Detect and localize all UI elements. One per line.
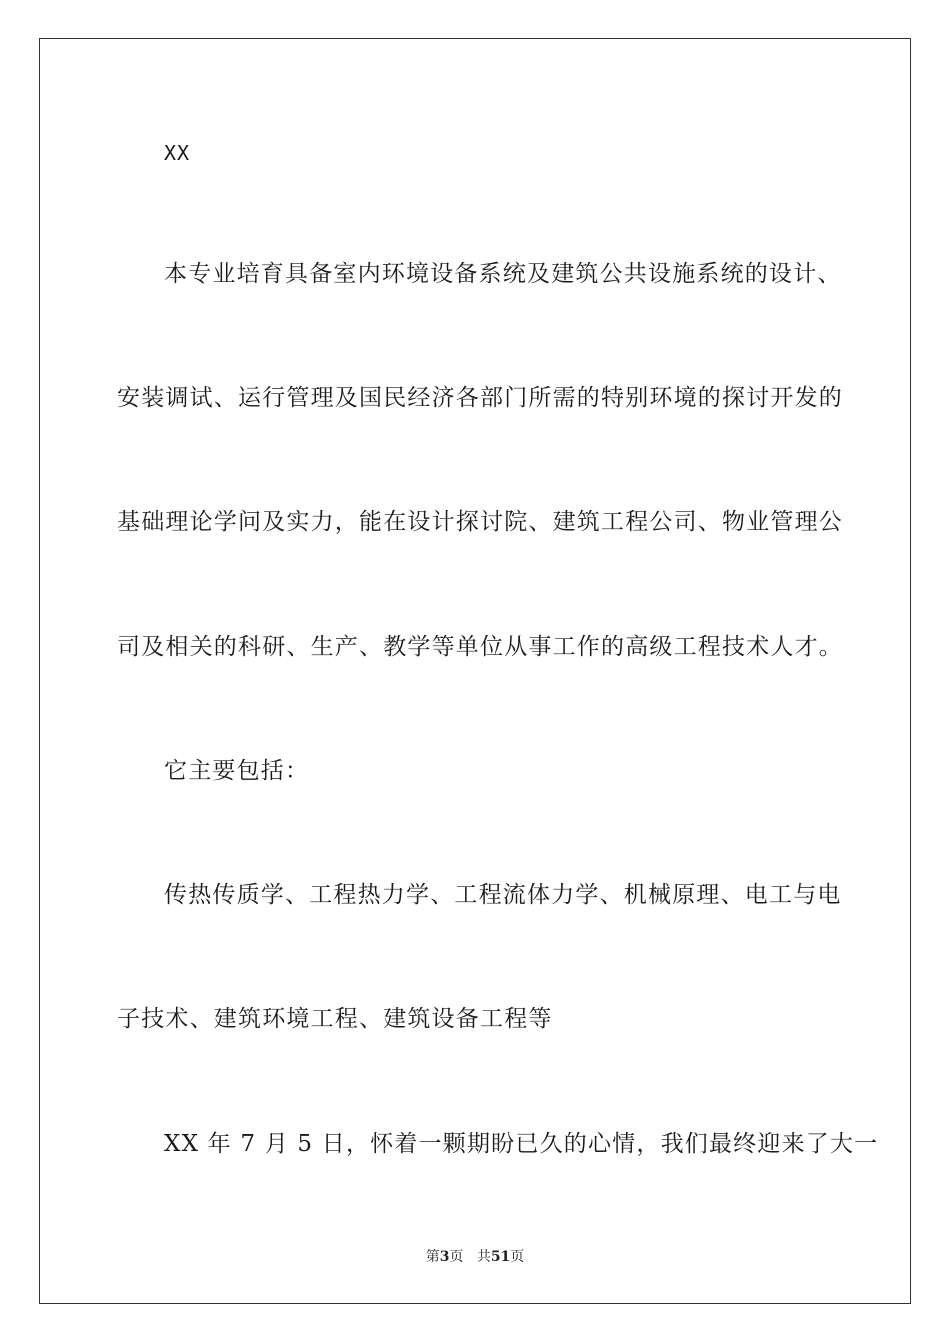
paragraph-line-4: 司及相关的科研、生产、教学等单位从事工作的高级工程技术人才。 (117, 634, 843, 660)
footer-total-suffix: 页 (510, 1249, 525, 1265)
footer-total-pages: 51 (490, 1249, 511, 1265)
paragraph-line-8: XX 年 7 月 5 日，怀着一颗期盼已久的心情，我们最终迎来了大一 (164, 1131, 879, 1157)
footer-total-prefix: 共 (476, 1249, 491, 1265)
footer-page-suffix: 页 (449, 1249, 464, 1265)
footer-page-number: 3 (439, 1249, 450, 1265)
document-heading: XX (164, 141, 191, 165)
paragraph-line-3: 基础理论学问及实力，能在设计探讨院、建筑工程公司、物业管理公 (117, 509, 843, 535)
paragraph-line-7: 子技术、建筑环境工程、建筑设备工程等 (117, 1006, 553, 1032)
footer-page-prefix: 第 (425, 1249, 440, 1265)
paragraph-line-1: 本专业培育具备室内环境设备系统及建筑公共设施系统的设计、 (164, 261, 842, 287)
paragraph-line-5: 它主要包括： (164, 758, 310, 784)
page-footer (0, 1247, 950, 1267)
paragraph-line-6: 传热传质学、工程热力学、工程流体力学、机械原理、电工与电 (164, 882, 842, 908)
page-border (39, 38, 911, 1304)
paragraph-line-2: 安装调试、运行管理及国民经济各部门所需的特别环境的探讨开发的 (117, 385, 843, 411)
